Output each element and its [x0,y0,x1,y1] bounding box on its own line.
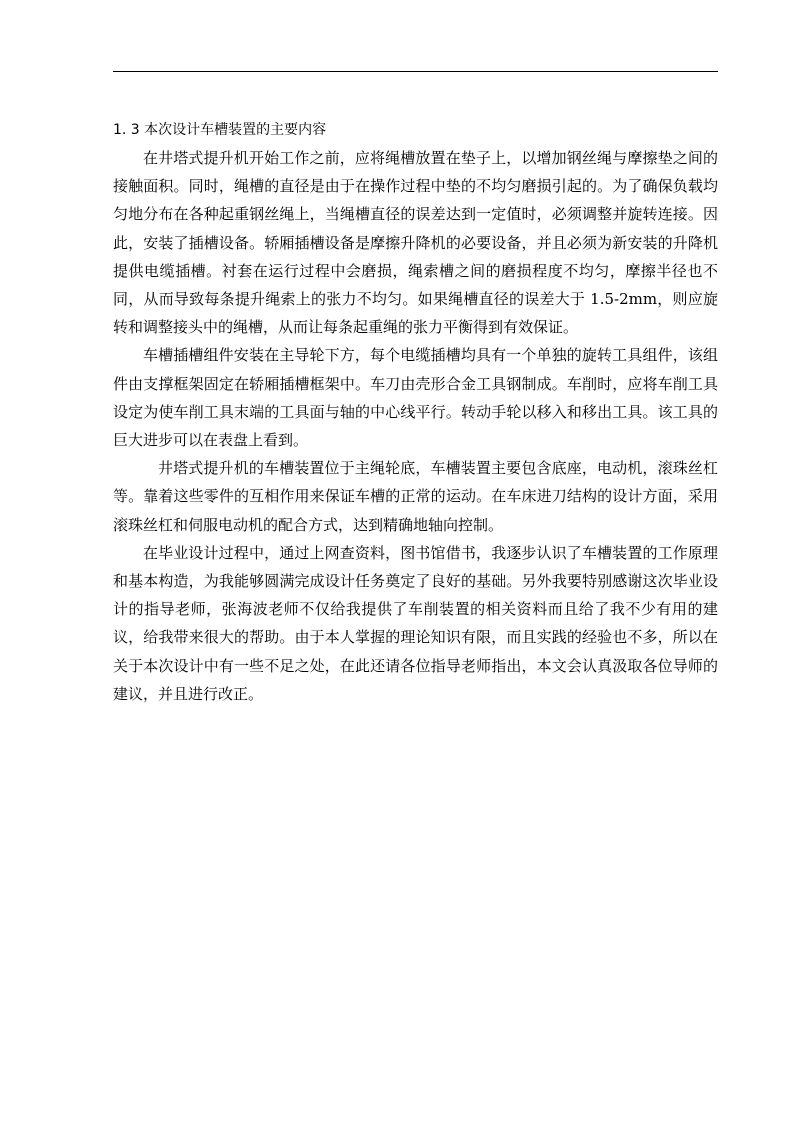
paragraph-intro: 在井塔式提升机开始工作之前，应将绳槽放置在垫子上，以增加钢丝绳与摩擦垫之间的接触面积。同时，绳槽的直径是由于在操作过程中垫的不均匀磨损引起的。为了确保负载均匀地分布在各种起重钢丝绳上，当绳槽直径的误差达到一定值时，必须调整并旋转连接。因此，安装了插槽设备。轿厢插槽设备是摩擦升降机的必要设备，并且必须为新安装的升降机提供电缆插槽。衬套在运行过程中会磨损，绳索槽之间的磨损程度不均匀，摩擦半径也不同，从而导致每条提升绳索上的张力不均匀。如果绳槽直径的误差大于 1.5-2mm，则应旋转和调整接头中的绳槽，从而让每条起重绳的张力平衡得到有效保证。 [113,149,718,337]
document-body [113,116,718,708]
paragraph-slot-device-structure: 井塔式提升机的车槽装置位于主绳轮底，车槽装置主要包含底座，电动机，滚珠丝杠等。靠着这些零件的互相作用来保证车槽的正常的运动。在车床进刀结构的设计方面，采用滚珠丝杠和伺服电动机的配合方式，达到精确地轴向控制。 [113,459,718,534]
paragraph-acknowledgement: 在毕业设计过程中，通过上网查资料，图书馆借书，我逐步认识了车槽装置的工作原理和基本构造，为我能够圆满完成设计任务奠定了良好的基础。另外我要特别感谢这次毕业设计的指导老师，张海波老师不仅给我提供了车削装置的相关资料而且给了我不少有用的建议，给我带来很大的帮助。由于本人掌握的理论知识有限，而且实践的经验也不多，所以在关于本次设计中有一些不足之处，在此还请各位指导老师指出，本文会认真汲取各位导师的建议，并且进行改正。 [113,543,718,703]
header-rule [113,71,718,72]
section-heading: 1. 3 本次设计车槽装置的主要内容 [113,122,327,138]
paragraph-slot-assembly: 车槽插槽组件安装在主导轮下方，每个电缆插槽均具有一个单独的旋转工具组件，该组件由支撑框架固定在轿厢插槽框架中。车刀由壳形合金工具钢制成。车削时，应将车削工具设定为使车削工具末端的工具面与轴的中心线平行。转动手轮以移入和移出工具。该工具的巨大进步可以在表盘上看到。 [113,346,718,450]
